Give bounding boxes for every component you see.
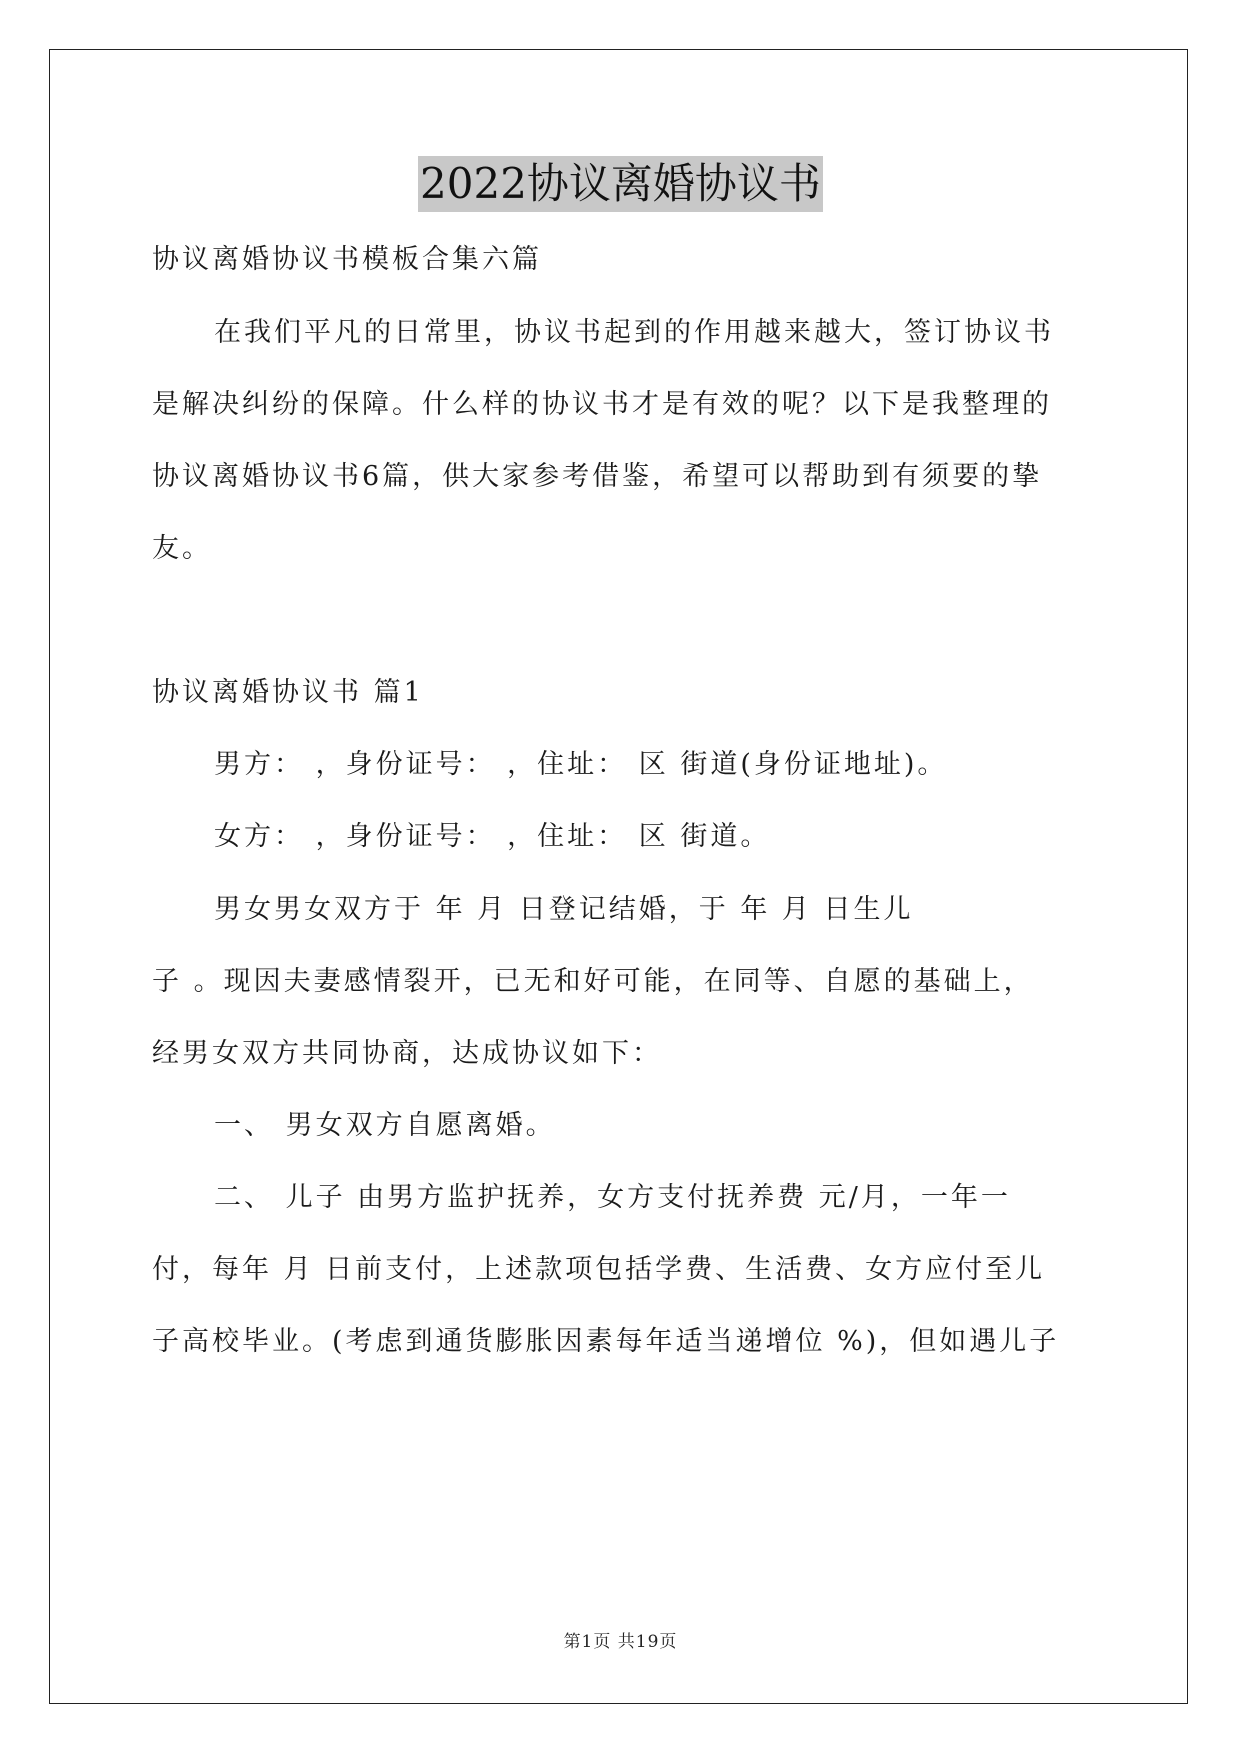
- subtitle-line: 协议离婚协议书模板合集六篇: [152, 244, 542, 275]
- paragraph-line: 协议离婚协议书6篇，供大家参考借鉴，希望可以帮助到有须要的挚: [152, 461, 1043, 492]
- title-container: [0, 156, 1241, 212]
- paragraph-line: 男女男女双方于 年 月 日登记结婚，于 年 月 日生儿: [214, 894, 914, 925]
- paragraph-line: 一、 男女双方自愿离婚。: [214, 1110, 556, 1141]
- section-heading: 协议离婚协议书 篇1: [152, 677, 424, 708]
- paragraph-line: 子高校毕业。(考虑到通货膨胀因素每年适当递增位 %)，但如遇儿子: [152, 1326, 1060, 1357]
- paragraph-line: 二、 儿子 由男方监护抚养，女方支付抚养费 元/月，一年一: [214, 1182, 1011, 1213]
- page-footer: 第1页 共19页: [563, 1632, 678, 1652]
- paragraph-line: 子 。现因夫妻感情裂开，已无和好可能，在同等、自愿的基础上，: [152, 966, 1034, 997]
- paragraph-line: 经男女双方共同协商，达成协议如下：: [152, 1038, 662, 1069]
- paragraph-line: 是解决纠纷的保障。什么样的协议书才是有效的呢？以下是我整理的: [152, 389, 1052, 420]
- paragraph-line: 在我们平凡的日常里，协议书起到的作用越来越大，签订协议书: [214, 317, 1054, 348]
- paragraph-line: 付，每年 月 日前支付，上述款项包括学费、生活费、女方应付至儿: [152, 1254, 1046, 1285]
- document-title: 2022协议离婚协议书: [418, 156, 823, 212]
- paragraph-line: 友。: [152, 533, 212, 564]
- paragraph-line: 男方： ，身份证号： ，住址： 区 街道(身份证地址)。: [214, 749, 948, 780]
- page-border: [49, 49, 1188, 1704]
- paragraph-line: 女方： ，身份证号： ，住址： 区 街道。: [214, 821, 771, 852]
